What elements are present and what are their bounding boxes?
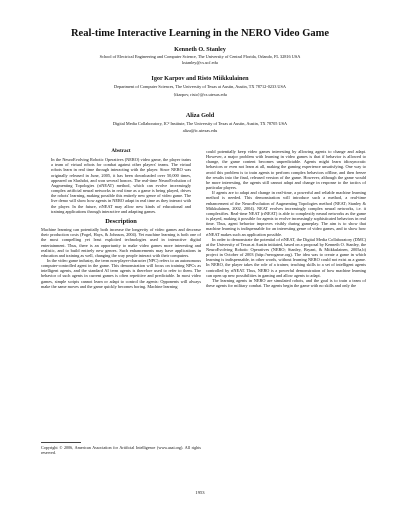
footnote-rule [41,442,81,443]
author-name-2: Igor Karpov and Risto Miikkulainen [151,75,249,82]
copyright-text: Copyright © 2006, American Association for Artificial Intelligence (www.aaai.org). All rights reserved. [41,445,201,455]
right-paragraph-4: The learning agents in NERO are simulated robots, and the goal is to train a team of these agents for military combat. The agents begin the game with no skills and only the [206,277,366,289]
right-paragraph-3: In order to demonstrate the potential of rtNEAT, the Digital Media Collaboratory (DMC) at the University of Texas at Austin initiated, based on a proposal by Kenneth O. Stanley, the NeuroEvolving Robotic Operatives (NERO; Stanley, Bryant, & Miikkulainen, 2005a,b) project in October of 2003 (http://nerogame.org). The idea was to create a game in which learning is indispensable, in other words, without learning NERO could not exist as a game. In NERO, the player takes the role of a trainer, teaching skills to a set of intelligent agents controlled by rtNEAT. Thus, NERO is a powerful demonstration of how machine learning can open up new possibilities in gaming and allow agents to adapt. [206,236,366,278]
author-name-3: Aliza Gold [185,112,215,119]
author-affiliation-3: Digital Media Collaboratory, IC² Institute, The University of Texas at Austin, Austin, TX 78705 USA [112,121,288,126]
left-column [41,149,201,289]
copyright-notice [41,445,201,455]
page-number: 1953 [195,490,205,495]
author-email-2: {ikarpov, risto}@cs.utexas.edu [173,92,227,97]
author-name-1: Kenneth O. Stanley [174,46,226,53]
author-email-1: kstanley@cs.ucf.edu [182,60,218,65]
right-column [206,149,366,288]
description-heading: Description [105,217,137,225]
author-email-3: aliza@ic.utexas.edu [182,128,218,133]
description-paragraph-1: Machine learning can potentially both increase the longevity of video games and decrease their production costs (Fogel, Hays, & Johnson, 2004). Yet machine learning is both one of the most compelling yet least exploited technologies used in interactive digital entertainment. Thus, there is an opportunity to make video games more interesting and realistic, and to build entirely new genres. Such enhancements may have applications in education and training as well, changing the way people interact with their computers. [41,227,201,258]
author-affiliation-1: School of Electrical Engineering and Computer Science, The University of Central Florida, Orlando, FL 32816 USA [99,54,301,59]
abstract-heading: Abstract [111,148,131,154]
right-paragraph-2: If agents are to adapt and change in real-time, a powerful and reliable machine learning method is needed. This demonstration will introduce such a method, a real-time enhancement of the NeuroEvolution of Augmenting Topologies method (NEAT; Stanley & Miikkulainen, 2002, 2004). NEAT evolves increasingly complex neural networks, i.e. it complexifies. Real-time NEAT (rtNEAT) is able to complexify neural networks as the game is played, making it possible for agents to evolve increasingly sophisticated behaviors in real time. Thus, agent behavior improves visibly during gameplay. The aim is to show that machine learning is indispensable for an interesting genre of video games, and to show how rtNEAT makes such an application possible. [206,190,366,237]
description-paragraph-2: In the video game industry, the term non-player-character (NPC) refers to an autonomous computer-controlled agent in the game. This demonstration will focus on training NPCs as intelligent agents, and the standard AI term agents is therefore used to refer to them. The behavior of such agents in current games is often repetitive and predictable. In most video games, simple scripts cannot learn or adapt to control the agents: Opponents will always make the same moves and the game quickly becomes boring. Machine learning [41,257,201,289]
paper-title: Real-time Interactive Learning in the NERO Video Game [70,28,330,39]
author-affiliation-2: Department of Computer Sciences, The University of Texas at Austin, Austin, TX 78712-0233 USA [113,84,287,89]
right-paragraph-1: could potentially keep video games interesting by allowing agents to change and adapt. However, a major problem with learning in video games is that if behavior is allowed to change, the game content becomes unpredictable. Agents might learn idiosyncratic behaviors or even not learn at all, making the gaming experience unsatisfying. One way to avoid this problem is to train agents to perform complex behaviors offline, and then freeze the results into the final, released version of the game. However, although the game would be more interesting, the agents still cannot adapt and change in response to the tactics of particular players. [206,149,366,191]
abstract-text: In the NeuroEvolving Robotic Operatives (NERO) video game, the player trains a team of virtual robots for combat against other players' teams. The virtual robots learn in real time through interacting with the player. Since NERO was originally released in June, 2005, it has been downloaded over 50,000 times, appeared on Slashdot, and won several honors. The real-time NeuroEvolution of Augmenting Topologies (rtNEAT) method, which can evolve increasingly complex artificial neural networks in real time as a game is being played, drives the robots' learning, making possible this entirely new genre of video game. The live demo will show how agents in NERO adapt in real time as they interact with the player. In the future, rtNEAT may allow new kinds of educational and training applications through interactive and adapting games. [51,157,191,214]
